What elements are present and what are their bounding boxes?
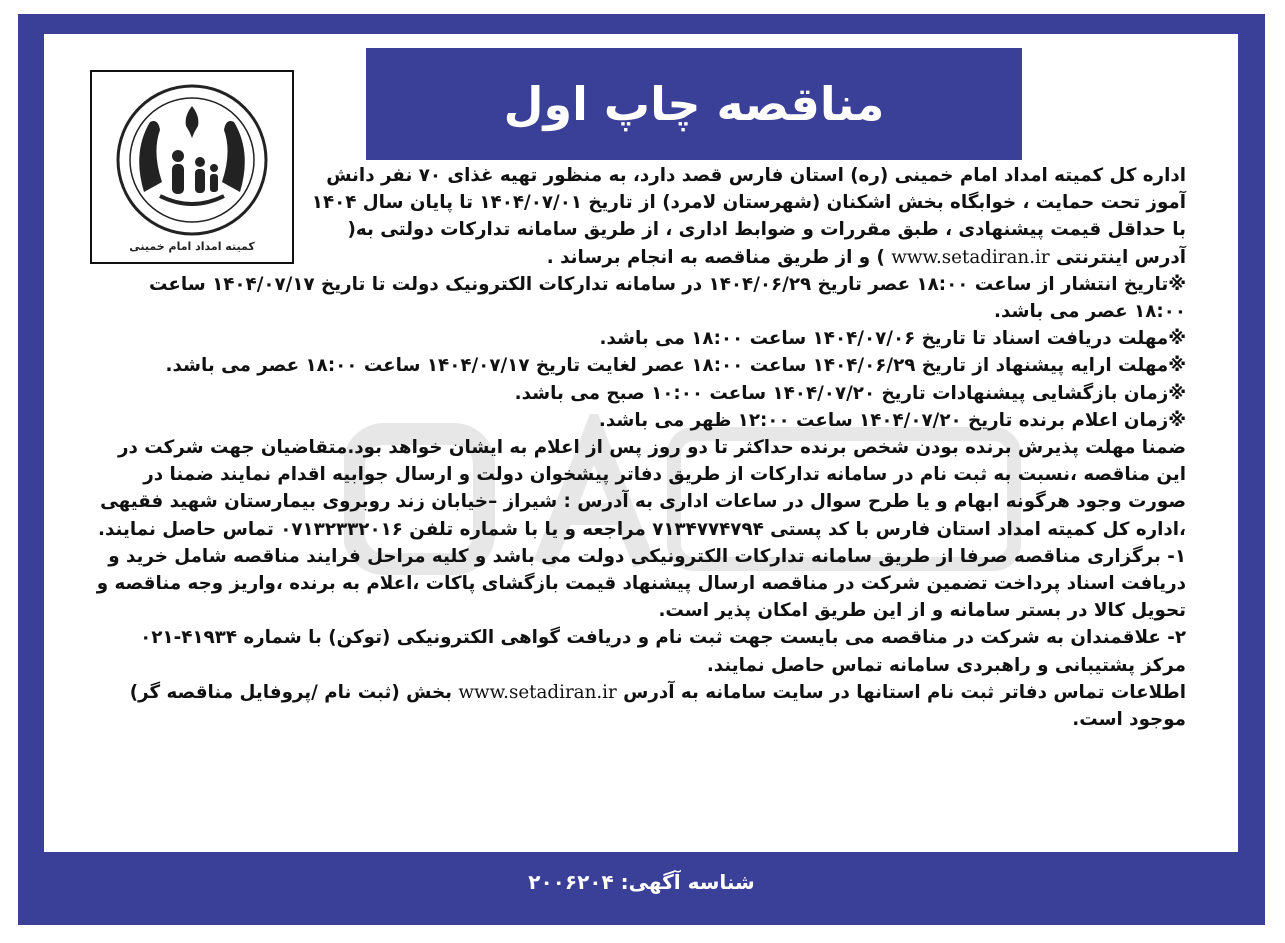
intro-website: www.setadiran.ir xyxy=(891,246,1050,268)
schedule-item: ※تاریخ انتشار از ساعت ۱۸:۰۰ عصر تاریخ ۱۴۰۴/۰۶/۲۹ در سامانه تدارکات الکترونیک دولت تا تاریخ ۱۴۰۴/۰۷/۱۷ ساعت ۱۸:۰۰ عصر می باشد. xyxy=(149,273,1186,323)
condition-item-2: ۲- علاقمندان به شرکت در مناقصه می بایست جهت ثبت نام و دریافت گواهی الکترونیکی (توکن) با شماره ۴۱۹۳۴-۰۲۱ مرکز پشتیبانی و راهبردی سامانه تماس حاصل نمایند. xyxy=(140,627,1186,676)
intro-text: قصد دارد، به منظور تهیه غذای ۷۰ نفر دانش آموز تحت حمایت ، خوابگاه بخش اشکنان (شهرستان لامرد) از تاریخ ۱۴۰۴/۰۷/۰۱ تا پایان سال ۱۴۰۴ با حداقل قیمت پیشنهادی ، طبق مقررات و ضوابط اداری ، از طریق سامانه تدارکات دولتی به( آدرس اینترنتی xyxy=(311,165,1186,268)
contact-text-end: بخش (ثبت نام /پروفایل مناقصه گر) موجود است. xyxy=(129,681,1186,731)
schedule-item: ※زمان بازگشایی پیشنهادات تاریخ ۱۴۰۴/۰۷/۲۰ ساعت ۱۰:۰۰ صبح می باشد. xyxy=(514,382,1186,404)
contact-paragraph xyxy=(92,679,1186,733)
ad-title: مناقصه چاپ اول xyxy=(503,77,885,131)
schedule-item: ※مهلت دریافت اسناد تا تاریخ ۱۴۰۴/۰۷/۰۶ ساعت ۱۸:۰۰ می باشد. xyxy=(599,328,1186,350)
ad-body xyxy=(92,162,1186,733)
notice-paragraph: ضمنا مهلت پذیرش برنده بودن شخص برنده حداکثر تا دو روز پس از اعلام به ایشان خواهد بود.متقاضیان جهت شرکت در این مناقصه ،نسبت به ثبت نام در سامانه تدارکات از طریق دفاتر پیشخوان دولت و ارسال جوابیه اقدام نمایند ضمنا در صورت وجود هرگونه ابهام و یا طرح سوال در ساعات اداری به آدرس : شیراز –خیابان زند روبروی بیمارستان شهید فقیهی ،اداره کل کمیته امداد استان فارس با کد پستی ۷۱۳۴۷۷۴۷۹۴ مراجعه و یا با شماره تلفن ۰۷۱۳۲۳۳۲۰۱۶ تماس حاصل نمایند. xyxy=(98,437,1186,540)
title-banner xyxy=(366,48,1022,160)
logo-caption: کمیته امداد امام خمینی xyxy=(129,240,255,253)
schedule-item: ※مهلت ارایه پیشنهاد از تاریخ ۱۴۰۴/۰۶/۲۹ ساعت ۱۸:۰۰ عصر لغایت تاریخ ۱۴۰۴/۰۷/۱۷ ساعت ۱۸:۰۰ عصر می باشد. xyxy=(165,355,1186,377)
organization-name: اداره کل کمیته امداد امام خمینی (ره) استان فارس xyxy=(728,165,1186,186)
condition-item-1: ۱- برگزاری مناقصه صرفا از طریق سامانه تدارکات الکترونیکی دولت می باشد و کلیه مراحل فرایند مناقصه شامل خرید و دریافت اسناد پرداخت تضمین شرکت در مناقصه ارسال پیشنهاد قیمت بازگشای پاکات ،اعلام به برنده ،واریز وجه مناقصه و تحویل کالا در بستر سامانه و از این طریق امکان پذیر است. xyxy=(96,545,1186,622)
ad-frame xyxy=(18,14,1265,925)
contact-text: اطلاعات تماس دفاتر ثبت نام استانها در سایت سامانه به آدرس xyxy=(623,681,1186,703)
ad-content-area xyxy=(44,34,1238,852)
intro-text-end: ) و از طریق مناقصه به انجام برساند . xyxy=(546,246,885,268)
schedule-item: ※زمان اعلام برنده تاریخ ۱۴۰۴/۰۷/۲۰ ساعت ۱۲:۰۰ ظهر می باشد. xyxy=(598,409,1186,431)
logo-clearance xyxy=(92,162,302,262)
ad-id: شناسه آگهی: ۲۰۰۶۲۰۴ xyxy=(528,870,755,894)
contact-website: www.setadiran.ir xyxy=(458,681,617,703)
